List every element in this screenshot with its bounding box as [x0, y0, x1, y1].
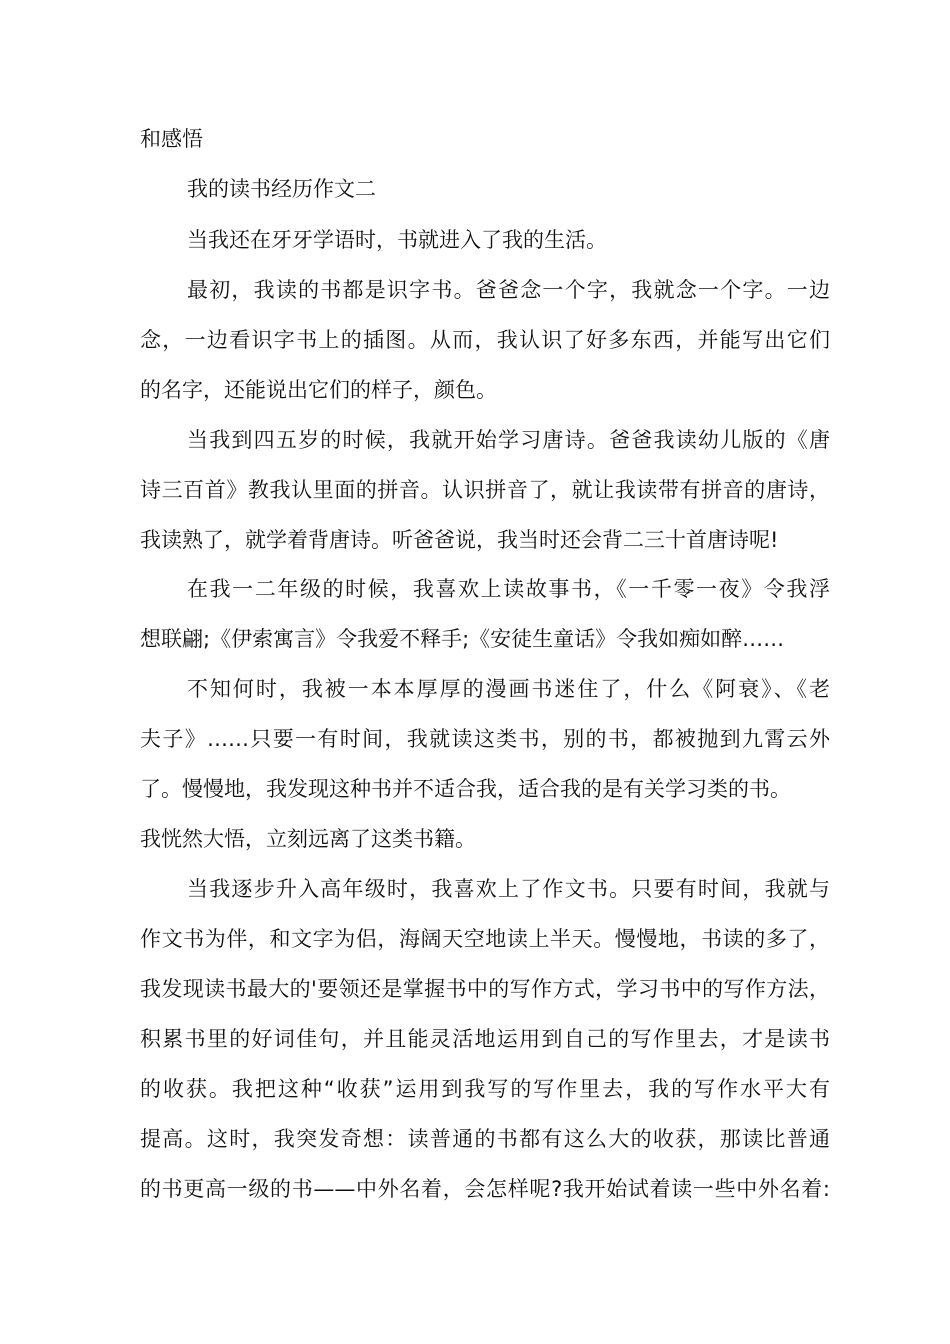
- text-line: 最初，我读的书都是识字书。爸爸念一个字，我就念一个字。一边: [187, 278, 830, 302]
- section-title: 我的读书经历作文二: [187, 177, 376, 201]
- text-line: 积累书里的好词佳句，并且能灵活地运用到自己的写作里去，才是读书: [140, 1027, 830, 1051]
- text-line: 的名字，还能说出它们的样子，颜色。: [140, 378, 497, 402]
- text-line: 在我一二年级的时候，我喜欢上读故事书，《一千零一夜》令我浮: [187, 577, 830, 601]
- text-line: 当我到四五岁的时候，我就开始学习唐诗。爸爸我读幼儿版的《唐: [187, 428, 830, 452]
- text-line: 的收获。我把这种“收获”运用到我写的写作里去，我的写作水平大有: [140, 1077, 830, 1101]
- text-line: 提高。这时，我突发奇想：读普通的书都有这么大的收获，那读比普通: [140, 1127, 830, 1151]
- text-line: 夫子》……只要一有时间，我就读这类书，别的书，都被抛到九霄云外: [140, 727, 830, 751]
- text-line: 我读熟了，就学着背唐诗。听爸爸说，我当时还会背二三十首唐诗呢!: [140, 528, 779, 552]
- text-line: 了。慢慢地，我发现这种书并不适合我，适合我的是有关学习类的书。: [140, 777, 791, 801]
- text-line: 念，一边看识字书上的插图。从而，我认识了好多东西，并能写出它们: [140, 328, 830, 352]
- text-line: 作文书为伴，和文字为侣，海阔天空地读上半天。慢慢地，书读的多了，: [140, 927, 830, 951]
- text-line: 和感悟: [140, 127, 203, 151]
- text-line: 当我逐步升入高年级时，我喜欢上了作文书。只要有时间，我就与: [187, 877, 830, 901]
- text-line: 想联翩;《伊索寓言》令我爱不释手;《安徒生童话》令我如痴如醉……: [140, 627, 785, 651]
- text-line: 当我还在牙牙学语时，书就进入了我的生活。: [187, 228, 607, 252]
- text-line: 我发现读书最大的'要领还是掌握书中的写作方式，学习书中的写作方法，: [140, 977, 830, 1001]
- text-line: 的书更高一级的书——中外名着，会怎样呢?我开始试着读一些中外名着:: [140, 1177, 830, 1201]
- text-line: 诗三百首》教我认里面的拼音。认识拼音了，就让我读带有拼音的唐诗，: [140, 478, 830, 502]
- text-line: 不知何时，我被一本本厚厚的漫画书迷住了，什么《阿衰》、《老: [187, 677, 830, 701]
- text-line: 我恍然大悟，立刻远离了这类书籍。: [140, 827, 476, 851]
